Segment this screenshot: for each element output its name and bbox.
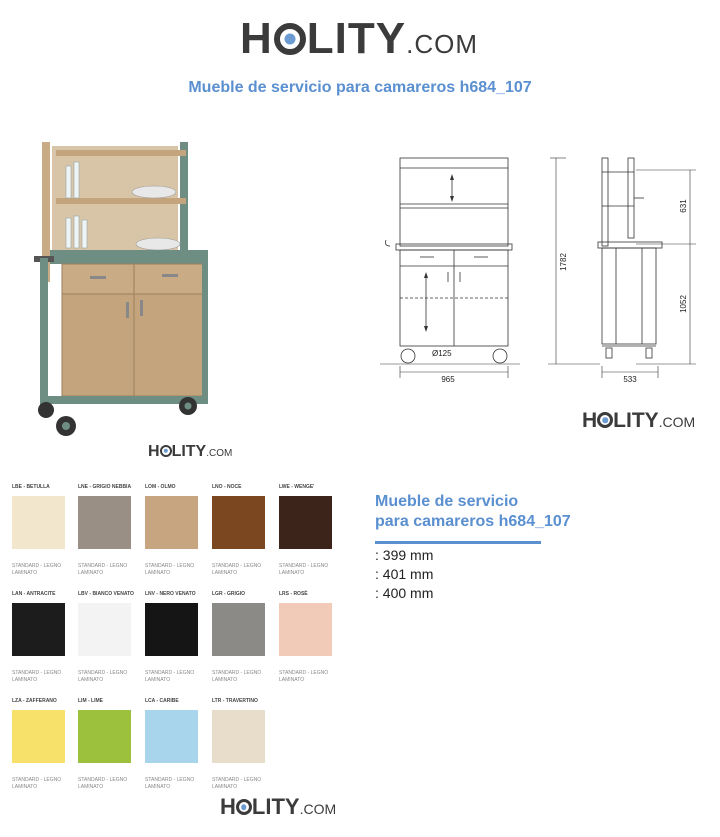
swatch-item[interactable] <box>78 591 138 684</box>
swatch-item[interactable] <box>212 591 272 684</box>
swatch-item[interactable] <box>78 698 138 791</box>
swatch-desc-line2: LAMINATO <box>212 784 238 790</box>
width-label: 965 <box>441 375 455 384</box>
swatch-description <box>279 670 339 684</box>
swatch-item[interactable] <box>12 484 72 577</box>
page-title: Mueble de servicio para camareros h684_107 <box>188 79 532 96</box>
swatch-item[interactable] <box>212 484 272 577</box>
swatch-color[interactable] <box>145 496 198 549</box>
brand-logo-domain: .COM <box>406 29 478 59</box>
swatch-desc-line2: LAMINATO <box>212 570 238 576</box>
swatch-color[interactable] <box>12 496 65 549</box>
swatch-description <box>12 777 72 791</box>
swatch-color[interactable] <box>78 710 131 763</box>
swatch-desc-line2: LAMINATO <box>145 784 171 790</box>
swatch-description <box>145 563 205 577</box>
dimension-value: : 399 mm <box>375 547 434 563</box>
swatch-description <box>78 777 138 791</box>
swatch-code: LIM - LIME <box>78 698 103 704</box>
swatch-desc-line1: STANDARD - LEGNO <box>279 563 329 569</box>
swatch-description <box>78 563 138 577</box>
brand-logo-suffix: LITY <box>251 794 300 819</box>
swatch-desc-line1: STANDARD - LEGNO <box>12 563 62 569</box>
brand-logo-prefix: H <box>220 794 236 819</box>
swatch-description <box>12 563 72 577</box>
swatch-code: LWE - WENGE' <box>279 484 315 490</box>
swatch-code: LNE - GRIGIO NEBBIA <box>78 484 132 490</box>
product-title-line2: para camareros h684_107 <box>375 513 571 530</box>
product-photo <box>30 138 220 438</box>
swatch-description <box>212 563 272 577</box>
logo-o-icon <box>274 23 306 55</box>
swatch-desc-line1: STANDARD - LEGNO <box>212 777 262 783</box>
swatch-desc-line1: STANDARD - LEGNO <box>145 777 195 783</box>
swatch-item[interactable] <box>279 591 339 684</box>
technical-drawing <box>380 150 700 390</box>
dimension-value: : 400 mm <box>375 585 434 601</box>
swatch-desc-line1: STANDARD - LEGNO <box>12 777 62 783</box>
swatch-code: LTR - TRAVERTINO <box>212 698 258 704</box>
swatch-desc-line2: LAMINATO <box>12 784 38 790</box>
swatch-desc-line2: LAMINATO <box>145 570 171 576</box>
swatch-code: LCA - CARIBE <box>145 698 179 704</box>
swatch-item[interactable] <box>12 591 72 684</box>
product-title <box>375 492 605 532</box>
swatch-description <box>212 670 272 684</box>
brand-logo-domain: .COM <box>206 448 233 459</box>
swatch-color[interactable] <box>145 710 198 763</box>
swatch-desc-line1: STANDARD - LEGNO <box>279 670 329 676</box>
swatch-desc-line2: LAMINATO <box>78 677 104 683</box>
swatch-desc-line1: STANDARD - LEGNO <box>78 777 128 783</box>
swatch-color[interactable] <box>12 603 65 656</box>
swatch-code: LGR - GRIGIO <box>212 591 246 597</box>
brand-logo-domain: .COM <box>658 414 696 430</box>
swatch-color[interactable] <box>279 603 332 656</box>
swatch-desc-line2: LAMINATO <box>212 677 238 683</box>
logo-o-icon <box>160 445 172 457</box>
brand-logo-suffix: LITY <box>306 14 407 63</box>
brand-logo-prefix: H <box>240 14 273 63</box>
swatch-color[interactable] <box>145 603 198 656</box>
dimension-value: : 401 mm <box>375 566 434 582</box>
swatch-desc-line1: STANDARD - LEGNO <box>145 563 195 569</box>
logo-o-icon <box>597 412 613 428</box>
swatch-description <box>78 670 138 684</box>
brand-logo[interactable] <box>240 14 478 64</box>
swatch-item[interactable] <box>279 484 339 577</box>
swatch-code: LRS - ROSÈ <box>279 591 308 597</box>
swatch-desc-line2: LAMINATO <box>145 677 171 683</box>
brand-logo-footer[interactable] <box>220 794 336 820</box>
swatch-code: LNV - NERO VENATO <box>145 591 196 597</box>
swatch-description <box>145 777 205 791</box>
swatch-color[interactable] <box>12 710 65 763</box>
swatch-color[interactable] <box>78 603 131 656</box>
swatch-code: LZA - ZAFFERANO <box>12 698 57 704</box>
swatch-desc-line1: STANDARD - LEGNO <box>78 670 128 676</box>
swatch-color[interactable] <box>212 710 265 763</box>
logo-o-icon <box>236 799 252 815</box>
swatch-color[interactable] <box>78 496 131 549</box>
swatch-color[interactable] <box>279 496 332 549</box>
swatch-color[interactable] <box>212 603 265 656</box>
swatch-color[interactable] <box>212 496 265 549</box>
title-divider <box>375 541 541 544</box>
brand-logo-small[interactable] <box>148 443 232 461</box>
swatch-item[interactable] <box>145 698 205 791</box>
swatch-code: LAN - ANTRACITE <box>12 591 56 597</box>
swatch-desc-line2: LAMINATO <box>78 784 104 790</box>
swatch-code: LBV - BIANCO VENATO <box>78 591 134 597</box>
swatch-item[interactable] <box>12 698 72 791</box>
swatch-desc-line1: STANDARD - LEGNO <box>145 670 195 676</box>
swatch-desc-line1: STANDARD - LEGNO <box>212 670 262 676</box>
swatch-item[interactable] <box>145 484 205 577</box>
swatch-desc-line2: LAMINATO <box>279 677 305 683</box>
swatch-item[interactable] <box>78 484 138 577</box>
depth-label: 533 <box>623 375 637 384</box>
brand-logo-prefix: H <box>582 409 598 432</box>
swatch-desc-line2: LAMINATO <box>12 677 38 683</box>
swatch-desc-line1: STANDARD - LEGNO <box>78 563 128 569</box>
brand-logo-suffix: LITY <box>171 443 207 460</box>
brand-logo-suffix: LITY <box>613 409 659 432</box>
swatch-item[interactable] <box>145 591 205 684</box>
swatch-description <box>279 563 339 577</box>
swatch-desc-line2: LAMINATO <box>78 570 104 576</box>
swatch-desc-line2: LAMINATO <box>12 570 38 576</box>
brand-logo-prefix: H <box>148 443 160 460</box>
swatch-description <box>212 777 272 791</box>
swatch-code: LBE - BETULLA <box>12 484 50 490</box>
total-height-label: 1782 <box>559 253 568 271</box>
product-title-line1: Mueble de servicio <box>375 493 519 510</box>
swatch-description <box>12 670 72 684</box>
lower-height-label: 1052 <box>679 295 688 313</box>
swatch-desc-line1: STANDARD - LEGNO <box>12 670 62 676</box>
swatch-code: LOM - OLMO <box>145 484 176 490</box>
swatch-desc-line2: LAMINATO <box>279 570 305 576</box>
swatch-desc-line1: STANDARD - LEGNO <box>212 563 262 569</box>
swatch-description <box>145 670 205 684</box>
brand-logo-domain: .COM <box>299 801 337 817</box>
wheel-diameter-label: Ø125 <box>432 349 452 358</box>
brand-logo-secondary[interactable] <box>582 409 695 433</box>
upper-height-label: 631 <box>679 199 688 213</box>
swatch-code: LNO - NOCE <box>212 484 242 490</box>
swatch-item[interactable] <box>212 698 272 791</box>
